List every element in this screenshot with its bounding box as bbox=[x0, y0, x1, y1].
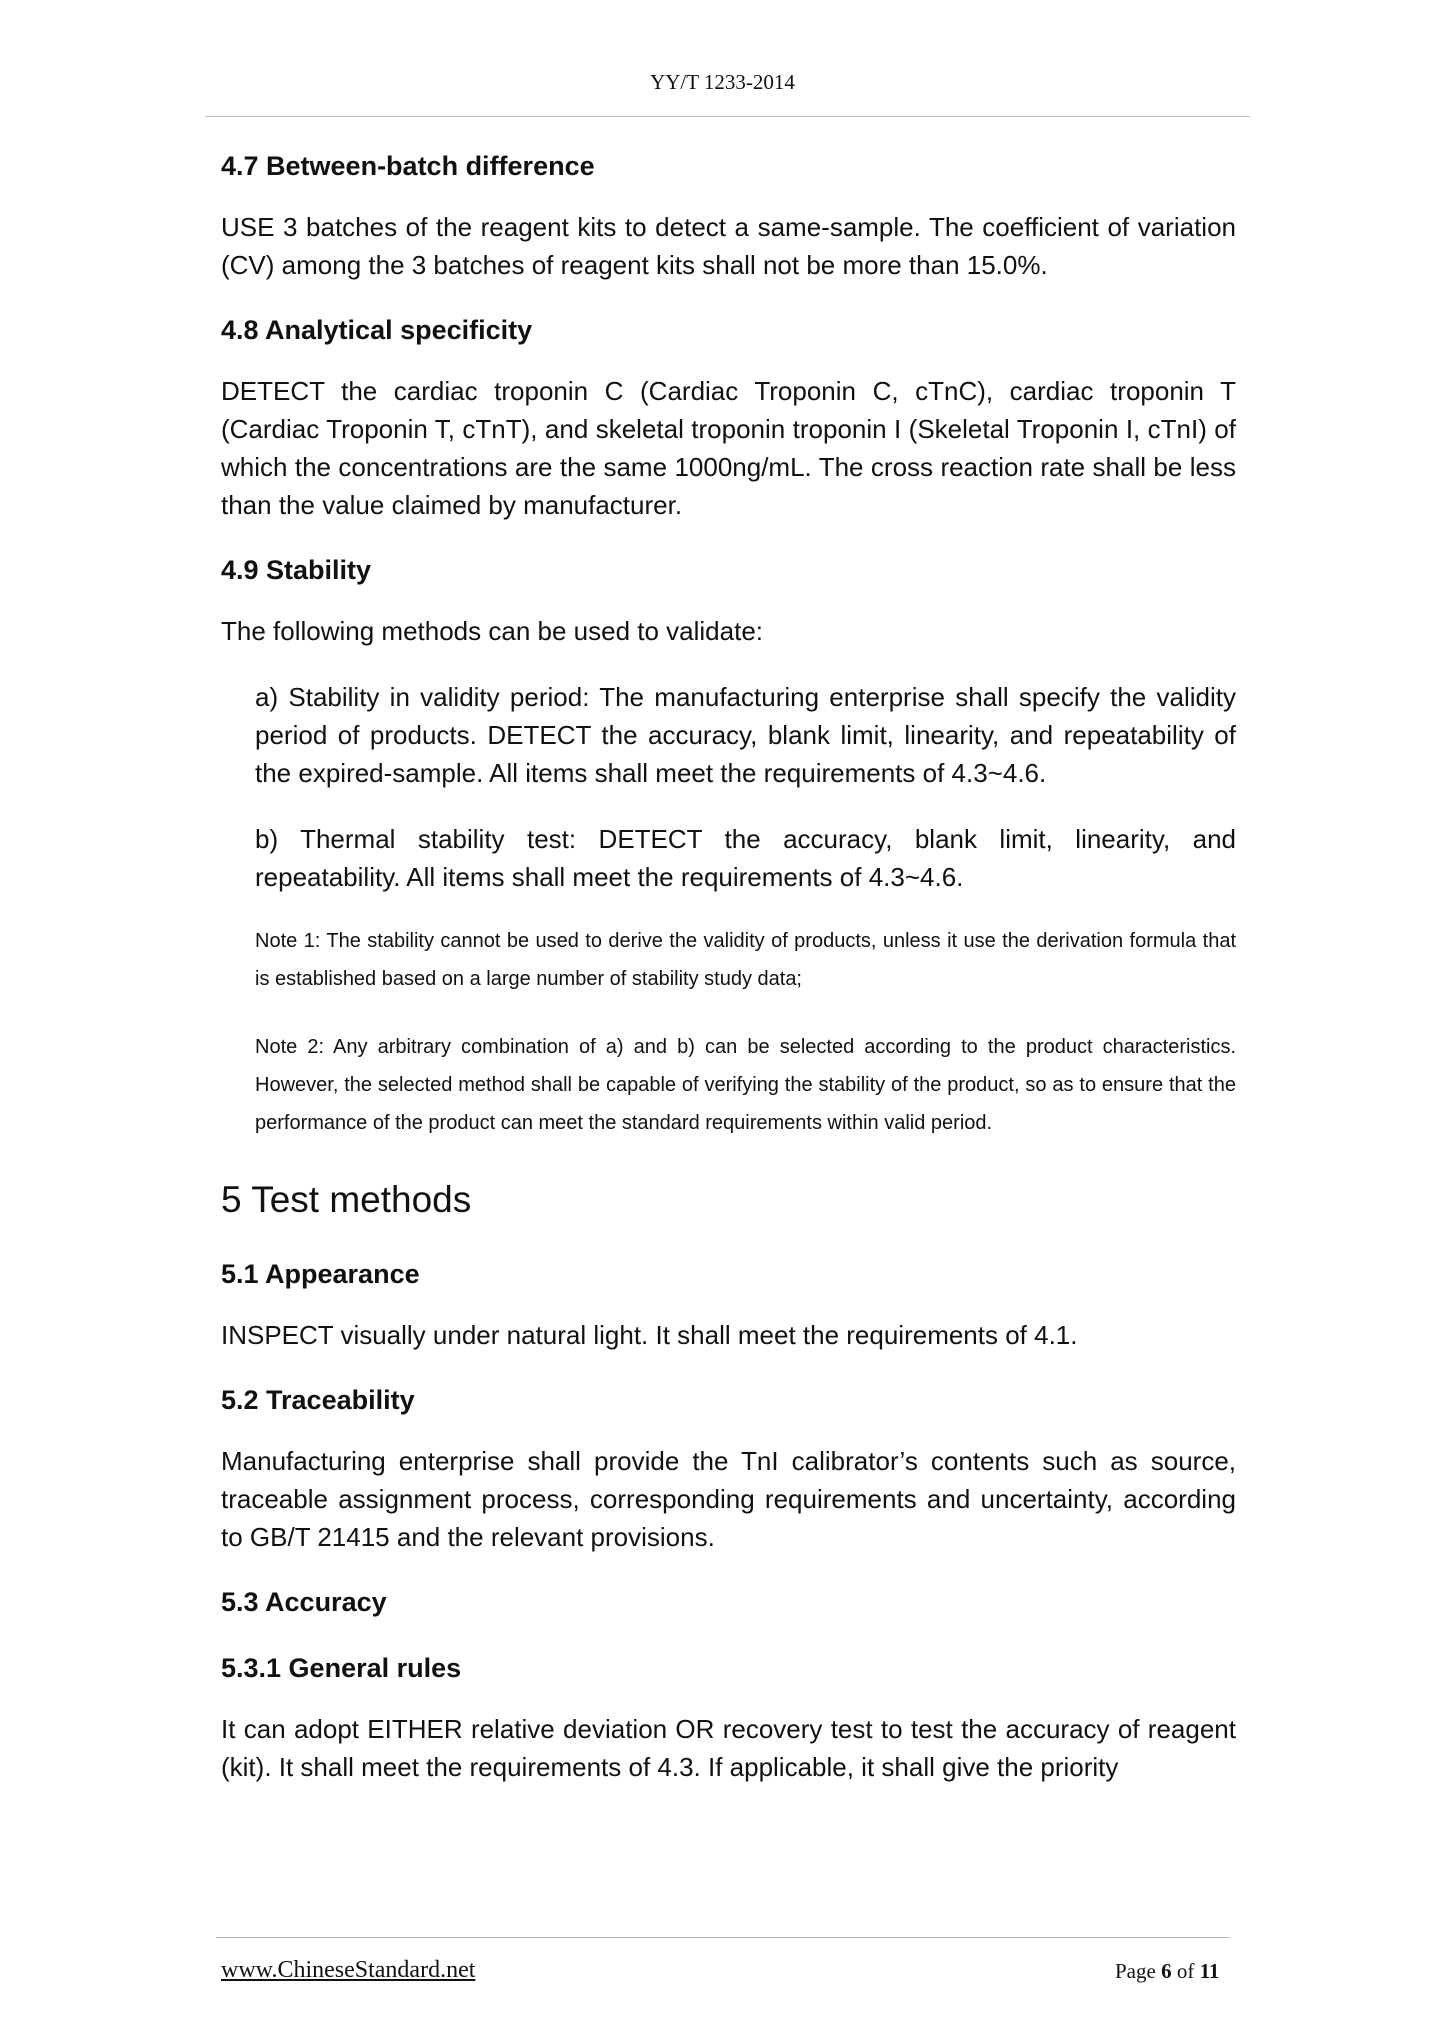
page-total: 11 bbox=[1199, 1959, 1220, 1983]
section-heading-5-2: 5.2 Traceability bbox=[221, 1385, 415, 1415]
header-divider bbox=[205, 116, 1250, 117]
page-current: 6 bbox=[1161, 1959, 1172, 1983]
document-code-header: YY/T 1233-2014 bbox=[650, 70, 795, 94]
paragraph-5-3-1: It can adopt EITHER relative deviation OR recovery test to test the accuracy of reagent (kit). It shall meet the requirements of 4.3. If applicable, it shall give the priority bbox=[221, 1714, 1236, 1782]
section-heading-4-9: 4.9 Stability bbox=[221, 555, 372, 585]
section-heading-5-3-1: 5.3.1 General rules bbox=[221, 1653, 462, 1683]
paragraph-4-7: USE 3 batches of the reagent kits to detect a same-sample. The coefficient of variation (CV) among the 3 batches of reagent kits shall not be more than 15.0%. bbox=[221, 212, 1236, 280]
note-1: Note 1: The stability cannot be used to derive the validity of products, unless it use the derivation formula that is established based on a large number of stability study data; bbox=[255, 930, 1236, 990]
of-word: of bbox=[1176, 1959, 1195, 1983]
footer-divider bbox=[216, 1937, 1230, 1938]
list-item-b: b) Thermal stability test: DETECT the accuracy, blank limit, linearity, and repeatability. All items shall meet the requirements of 4.3~4.6. bbox=[255, 824, 1236, 892]
page-content bbox=[221, 146, 1236, 1786]
footer-website-link[interactable]: www.ChineseStandard.net bbox=[221, 1957, 476, 1983]
section-heading-4-7: 4.7 Between-batch difference bbox=[221, 151, 595, 181]
paragraph-5-2: Manufacturing enterprise shall provide the TnI calibrator’s contents such as source, traceable assignment process, corresponding requirements and uncertainty, according to GB/T 21415 and the relevant provisions. bbox=[221, 1446, 1236, 1552]
paragraph-4-9-intro: The following methods can be used to validate: bbox=[221, 616, 764, 646]
paragraph-4-8: DETECT the cardiac troponin C (Cardiac Troponin C, cTnC), cardiac troponin T (Cardiac Troponin T, cTnT), and skeletal troponin troponin I (Skeletal Troponin I, cTnI) of which the concentrations are the same 1000ng/mL. The cross reaction rate shall be less than the value claimed by manufacturer. bbox=[221, 376, 1236, 520]
page-word: Page bbox=[1115, 1959, 1156, 1983]
section-heading-4-8: 4.8 Analytical specificity bbox=[221, 315, 533, 345]
chapter-heading-5: 5 Test methods bbox=[221, 1179, 472, 1220]
section-heading-5-1: 5.1 Appearance bbox=[221, 1259, 420, 1289]
note-2: Note 2: Any arbitrary combination of a) and b) can be selected according to the product characteristics. However, the selected method shall be capable of verifying the stability of the product, so as to ensure that the performance of the product can meet the standard requirements within valid period. bbox=[255, 1036, 1236, 1134]
section-heading-5-3: 5.3 Accuracy bbox=[221, 1587, 387, 1617]
list-item-a: a) Stability in validity period: The manufacturing enterprise shall specify the validity period of products. DETECT the accuracy, blank limit, linearity, and repeatability of the expired-sample. All items shall meet the requirements of 4.3~4.6. bbox=[255, 682, 1236, 788]
page-number bbox=[1115, 1959, 1219, 1984]
paragraph-5-1: INSPECT visually under natural light. It shall meet the requirements of 4.1. bbox=[221, 1320, 1078, 1350]
